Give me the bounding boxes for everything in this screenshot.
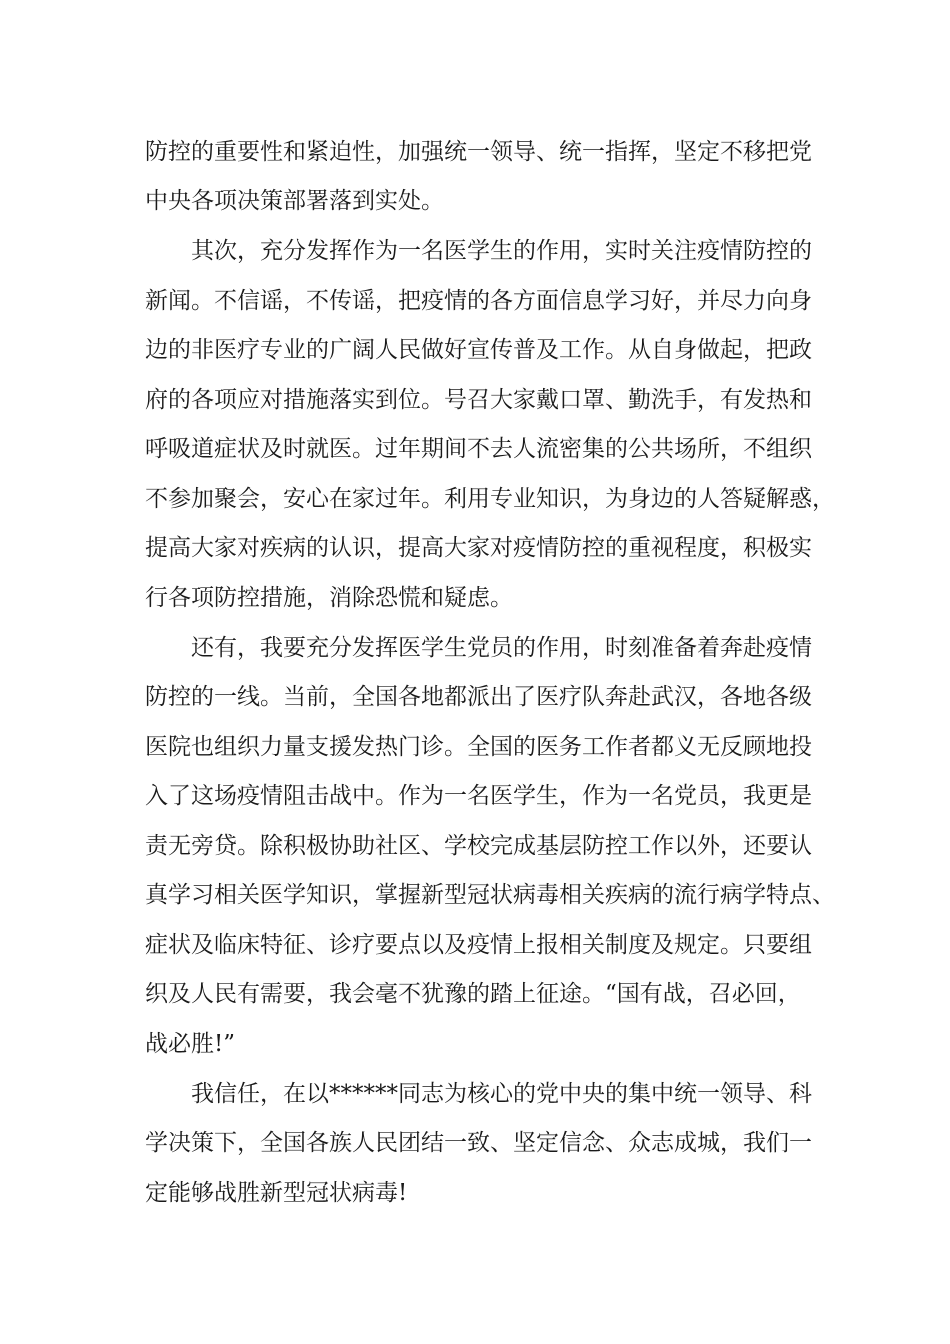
text-line: 战必胜!”	[145, 1031, 236, 1057]
text-line: 中央各项决策部署落到实处。	[145, 188, 444, 214]
text-line: 织及人民有需要，我会毫不犹豫的踏上征途。“国有战，召必回，	[145, 981, 801, 1007]
text-line: 症状及临床特征、诊疗要点以及疫情上报相关制度及规定。只要组	[145, 932, 812, 958]
text-line: 不参加聚会，安心在家过年。利用专业知识，为身边的人答疑解惑，	[145, 486, 835, 512]
text-line: 还有，我要充分发挥医学生党员的作用，时刻准备着奔赴疫情	[191, 635, 812, 661]
text-line: 防控的一线。当前，全国各地都派出了医疗队奔赴武汉，各地各级	[145, 684, 812, 710]
text-line: 我信任，在以******同志为核心的党中央的集中统一领导、科	[191, 1081, 812, 1107]
text-line: 定能够战胜新型冠状病毒!	[145, 1180, 408, 1206]
text-line: 入了这场疫情阻击战中。作为一名医学生，作为一名党员，我更是	[145, 783, 812, 809]
text-line: 防控的重要性和紧迫性，加强统一领导、统一指挥，坚定不移把党	[145, 139, 812, 165]
text-line: 提高大家对疾病的认识，提高大家对疫情防控的重视程度，积极实	[145, 535, 812, 561]
text-line: 学决策下，全国各族人民团结一致、坚定信念、众志成城，我们一	[145, 1130, 812, 1156]
text-line: 真学习相关医学知识，掌握新型冠状病毒相关疾病的流行病学特点、	[145, 882, 835, 908]
text-line: 呼吸道症状及时就医。过年期间不去人流密集的公共场所，不组织	[145, 436, 812, 462]
text-line: 新闻。不信谣，不传谣，把疫情的各方面信息学习好，并尽力向身	[145, 288, 812, 314]
text-line: 行各项防控措施，消除恐慌和疑虑。	[145, 585, 513, 611]
text-line: 医院也组织力量支援发热门诊。全国的医务工作者都义无反顾地投	[145, 734, 812, 760]
text-line: 府的各项应对措施落实到位。号召大家戴口罩、勤洗手，有发热和	[145, 387, 812, 413]
text-line: 边的非医疗专业的广阔人民做好宣传普及工作。从自身做起，把政	[145, 337, 812, 363]
text-line: 其次，充分发挥作为一名医学生的作用，实时关注疫情防控的	[191, 238, 812, 264]
text-line: 责无旁贷。除积极协助社区、学校完成基层防控工作以外，还要认	[145, 833, 812, 859]
